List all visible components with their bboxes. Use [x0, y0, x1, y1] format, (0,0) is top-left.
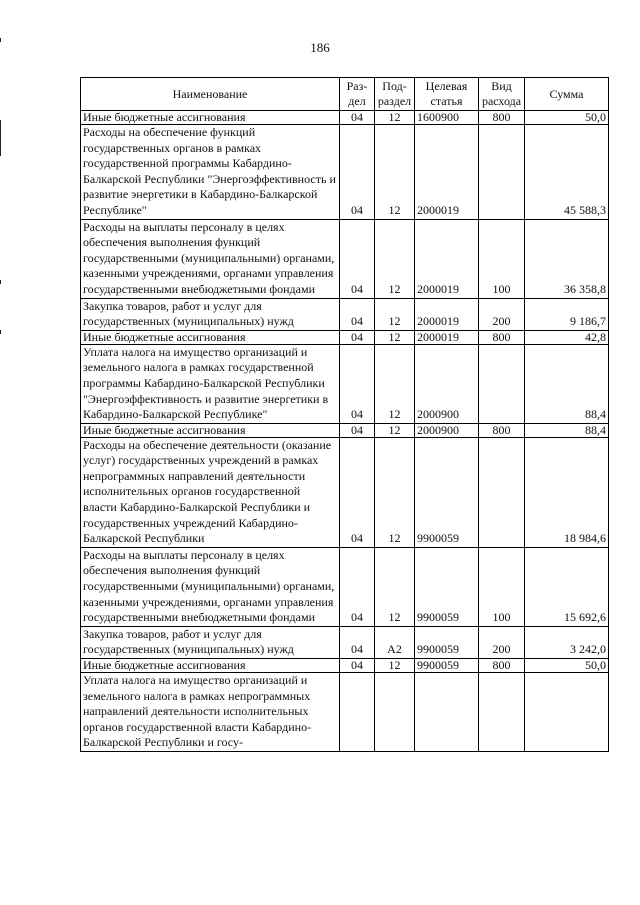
row-subsection: 12: [375, 219, 415, 298]
row-subsection: 12: [375, 437, 415, 547]
row-section: 04: [340, 423, 375, 437]
row-target: 2000019: [415, 125, 479, 220]
table-row: [81, 547, 609, 626]
margin-mark: [0, 330, 1, 334]
row-name: Расходы на обеспечение функций государственных органов в рамках государственной программы Кабардино-Балкарской Республики "Энергоэффективность и развитие энергетики в Кабардино-Балкарской Республике": [81, 125, 340, 220]
row-target: 9900059: [415, 659, 479, 673]
row-section: 04: [340, 219, 375, 298]
header-section: Раз- дел: [340, 78, 375, 111]
row-target: 2000019: [415, 298, 479, 330]
row-sum: 50,0: [525, 659, 609, 673]
row-subsection: 12: [375, 298, 415, 330]
row-section: 04: [340, 298, 375, 330]
row-name: Расходы на выплаты персоналу в целях обеспечения выполнения функций государственными (муниципальными) органами, казенными учреждениями, органами управления государственными внебюджетными фондами: [81, 219, 340, 298]
row-name: Уплата налога на имущество организаций и земельного налога в рамках государственной программы Кабардино-Балкарской Республики "Энергоэффективность и развитие энергетики в Кабардино-Балкарской Республике": [81, 344, 340, 423]
row-section: 04: [340, 344, 375, 423]
row-name: Уплата налога на имущество организаций и земельного налога в рамках непрограммных направлений деятельности исполнительных органов государственной власти Кабардино-Балкарской Республики и госу-: [81, 673, 340, 752]
row-type: 200: [479, 626, 525, 658]
row-target: 9900059: [415, 437, 479, 547]
row-target: 1600900: [415, 111, 479, 125]
row-subsection: 12: [375, 659, 415, 673]
row-target: 9900059: [415, 626, 479, 658]
row-section: 04: [340, 437, 375, 547]
row-subsection: 12: [375, 547, 415, 626]
table-row: [81, 219, 609, 298]
row-sum: 9 186,7: [525, 298, 609, 330]
row-name: Иные бюджетные ассигнования: [81, 330, 340, 344]
row-subsection: 12: [375, 111, 415, 125]
row-target: 2000019: [415, 330, 479, 344]
row-name: Расходы на выплаты персоналу в целях обеспечения выполнения функций государственными (муниципальными) органами, казенными учреждениями, органами управления государственными внебюджетными фондами: [81, 547, 340, 626]
table-row: [81, 111, 609, 125]
table-row: [81, 298, 609, 330]
margin-mark: [0, 120, 1, 156]
row-type: 800: [479, 423, 525, 437]
row-sum: 42,8: [525, 330, 609, 344]
row-target: 2000900: [415, 344, 479, 423]
row-section: 04: [340, 547, 375, 626]
row-sum: 3 242,0: [525, 626, 609, 658]
row-name: Закупка товаров, работ и услуг для государственных (муниципальных) нужд: [81, 298, 340, 330]
row-sum: 15 692,6: [525, 547, 609, 626]
header-name: Наименование: [81, 78, 340, 111]
budget-table: [80, 77, 609, 752]
row-sum: 36 358,8: [525, 219, 609, 298]
row-type: 100: [479, 219, 525, 298]
row-target: 2000900: [415, 423, 479, 437]
row-target: 9900059: [415, 547, 479, 626]
margin-mark: [0, 38, 1, 42]
row-target: 2000019: [415, 219, 479, 298]
header-type: Вид расхода: [479, 78, 525, 111]
row-subsection: 12: [375, 344, 415, 423]
header-row: [81, 78, 609, 111]
margin-mark: [0, 280, 1, 284]
row-type: 800: [479, 659, 525, 673]
row-subsection: 12: [375, 125, 415, 220]
row-section: 04: [340, 111, 375, 125]
row-name: Иные бюджетные ассигнования: [81, 423, 340, 437]
row-type: [479, 437, 525, 547]
row-name: Расходы на обеспечение деятельности (оказание услуг) государственных учреждений в рамках непрограммных направлений деятельности исполнительных органов государственной власти Кабардино-Балкарской Республики и государственных учреждений Кабардино-Балкарской Республики: [81, 437, 340, 547]
table-row: [81, 125, 609, 220]
row-subsection: 12: [375, 330, 415, 344]
row-subsection: [375, 673, 415, 752]
table-row: [81, 344, 609, 423]
row-section: 04: [340, 330, 375, 344]
row-section: 04: [340, 125, 375, 220]
header-sum: Сумма: [525, 78, 609, 111]
row-name: Закупка товаров, работ и услуг для государственных (муниципальных) нужд: [81, 626, 340, 658]
table-row: [81, 659, 609, 673]
row-section: 04: [340, 626, 375, 658]
row-type: [479, 125, 525, 220]
table-row: [81, 423, 609, 437]
row-type: [479, 344, 525, 423]
row-type: [479, 673, 525, 752]
table-row: [81, 437, 609, 547]
row-section: [340, 673, 375, 752]
row-name: Иные бюджетные ассигнования: [81, 111, 340, 125]
table-row: [81, 673, 609, 752]
row-sum: 88,4: [525, 344, 609, 423]
row-section: 04: [340, 659, 375, 673]
row-sum: [525, 673, 609, 752]
row-sum: 88,4: [525, 423, 609, 437]
row-name: Иные бюджетные ассигнования: [81, 659, 340, 673]
row-target: [415, 673, 479, 752]
header-subsection: Под- раздел: [375, 78, 415, 111]
row-subsection: А2: [375, 626, 415, 658]
table-row: [81, 626, 609, 658]
table-row: [81, 330, 609, 344]
row-subsection: 12: [375, 423, 415, 437]
row-type: 200: [479, 298, 525, 330]
header-target: Целевая статья: [415, 78, 479, 111]
row-sum: 18 984,6: [525, 437, 609, 547]
page-number: 186: [310, 40, 330, 55]
row-type: 100: [479, 547, 525, 626]
row-type: 800: [479, 330, 525, 344]
row-sum: 50,0: [525, 111, 609, 125]
row-type: 800: [479, 111, 525, 125]
row-sum: 45 588,3: [525, 125, 609, 220]
